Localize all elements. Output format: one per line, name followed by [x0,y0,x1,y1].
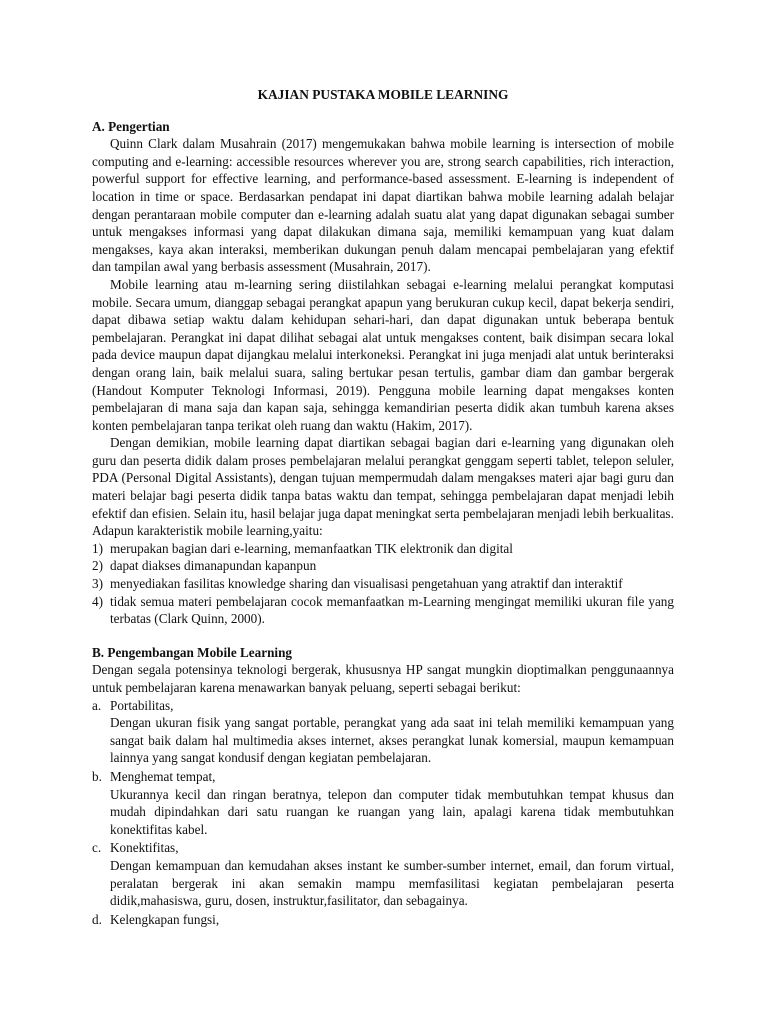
list-number: 4) [92,593,103,609]
list-item [92,540,674,558]
list-item [92,557,674,575]
item-label: Menghemat tempat, [110,768,216,784]
section-divider-space [92,628,674,644]
list-text: menyediakan fasilitas knowledge sharing dan visualisasi pengetahuan yang atraktif dan interaktif [110,576,623,592]
list-number: 2) [92,558,103,574]
section-b-intro: Dengan segala potensinya teknologi bergerak, khususnya HP sangat mungkin dioptimalkan penggunaannya untuk pembelajaran karena menawarkan banyak peluang, seperti sebagai berikut: [92,662,674,695]
item-label: Konektifitas, [110,840,179,856]
list-letter: c. [92,840,102,856]
list-letter: b. [92,768,102,784]
list-item [92,839,674,909]
item-label: Portabilitas, [110,697,174,713]
item-text: Dengan ukuran fisik yang sangat portable, perangkat yang ada saat ini telah memiliki kemampuan yang sangat baik dalam hal multimedia akses internet, akses perangkat lunak komersial, maupun kemampuan lainnya yang sangat kondusif dengan kegiatan pembelajaran. [110,715,674,766]
list-item [92,768,674,838]
list-text: merupakan bagian dari e-learning, memanfaatkan TIK elektronik dan digital [110,540,513,556]
list-item [92,697,674,767]
list-number: 1) [92,540,103,556]
section-a-paragraph-1: Quinn Clark dalam Musahrain (2017) mengemukakan bahwa mobile learning is intersection of mobile computing and e-learning: accessible resources wherever you are, strong search capabilities, rich interaction, powerful support for effective learning, and performance-based assessment. E-learning is independent of location in time or space. Berdasarkan pendapat ini dapat diartikan bahwa mobile learning adalah belajar dengan perantaraan mobile computer dan e-learning adalah suatu alat yang dapat digunakan sebagai sumber untuk mengakses informasi yang dapat dilakukan dimana saja, memiliki kemampuan yang kuat dalam mengakses, kaya akan interaksi, memberikan dukungan penuh dalam mencapai pembelajaran yang efektif dan tampilan awal yang berbasis assessment (Musahrain, 2017). [92,136,674,275]
characteristics-list [92,540,674,628]
list-text: dapat diakses dimanapundan kapanpun [110,558,317,574]
list-text: tidak semua materi pembelajaran cocok memanfaatkan m-Learning mengingat memiliki ukuran file yang terbatas (Clark Quinn, 2000). [110,593,674,627]
list-letter: a. [92,697,102,713]
list-number: 3) [92,576,103,592]
section-a-paragraph-2: Mobile learning atau m-learning sering diistilahkan sebagai e-learning melalui perangkat komputasi mobile. Secara umum, dianggap sebagai perangkat apapun yang berukuran cukup kecil, dapat bekerja sendiri, dapat dibawa setiap waktu dalam kehidupan sehari-hari, dan dapat digunakan untuk beberapa bentuk pembelajaran. Perangkat ini dapat dilihat sebagai alat untuk mengakses content, baik disimpan secara lokal pada device maupun dapat dijangkau melalui interkoneksi. Perangkat ini juga menjadi alat untuk berinteraksi dengan orang lain, baik melalui suara, saling bertukar pesan tertulis, gambar diam dan gambar bergerak (Handout Komputer Teknologi Informasi, 2019). Pengguna mobile learning dapat mengakses konten pembelajaran di mana saja dan kapan saja, sehingga kemandirian peserta didik akan tumbuh karena akses konten pembelajaran tanpa terikat oleh ruang dan waktu (Hakim, 2017). [92,276,674,433]
list-letter: d. [92,911,102,927]
opportunities-list [92,697,674,929]
characteristics-intro: Adapun karakteristik mobile learning,yaitu: [92,523,323,539]
item-text: Ukurannya kecil dan ringan beratnya, telepon dan computer tidak membutuhkan tempat khusus dan mudah dipindahkan dari satu ruangan ke ruangan yang lain, apalagi karena tidak membutuhkan konektifitas kabel. [110,786,674,837]
section-a-heading: A. Pengertian [92,118,170,134]
document-title: KAJIAN PUSTAKA MOBILE LEARNING [257,87,509,102]
item-label: Kelengkapan fungsi, [110,911,220,927]
section-b-heading: B. Pengembangan Mobile Learning [92,644,293,660]
list-item [92,575,674,593]
item-text: Dengan kemampuan dan kemudahan akses instant ke sumber-sumber internet, email, dan forum virtual, peralatan bergerak ini akan semakin mampu memfasilitasi kegiatan pembelajaran peserta didik,mahasiswa, guru, dosen, instruktur,fasilitator, dan sebagainya. [110,857,674,909]
list-item [92,593,674,628]
list-item [92,911,674,929]
section-a-paragraph-3: Dengan demikian, mobile learning dapat diartikan sebagai bagian dari e-learning yang digunakan oleh guru dan peserta didik dalam proses pembelajaran melalui perangkat genggam seperti tablet, telepon seluler, PDA (Personal Digital Assistants), dengan tujuan mempermudah dalam mengakses materi ajar bagi guru dan materi belajar bagi peserta didik tanpa batas waktu dan tempat, sehingga pembelajaran dapat menjadi lebih efektif dan efisien. Selain itu, hasil belajar juga dapat meningkat serta pembelajaran menjadi lebih berkualitas. [92,435,674,521]
